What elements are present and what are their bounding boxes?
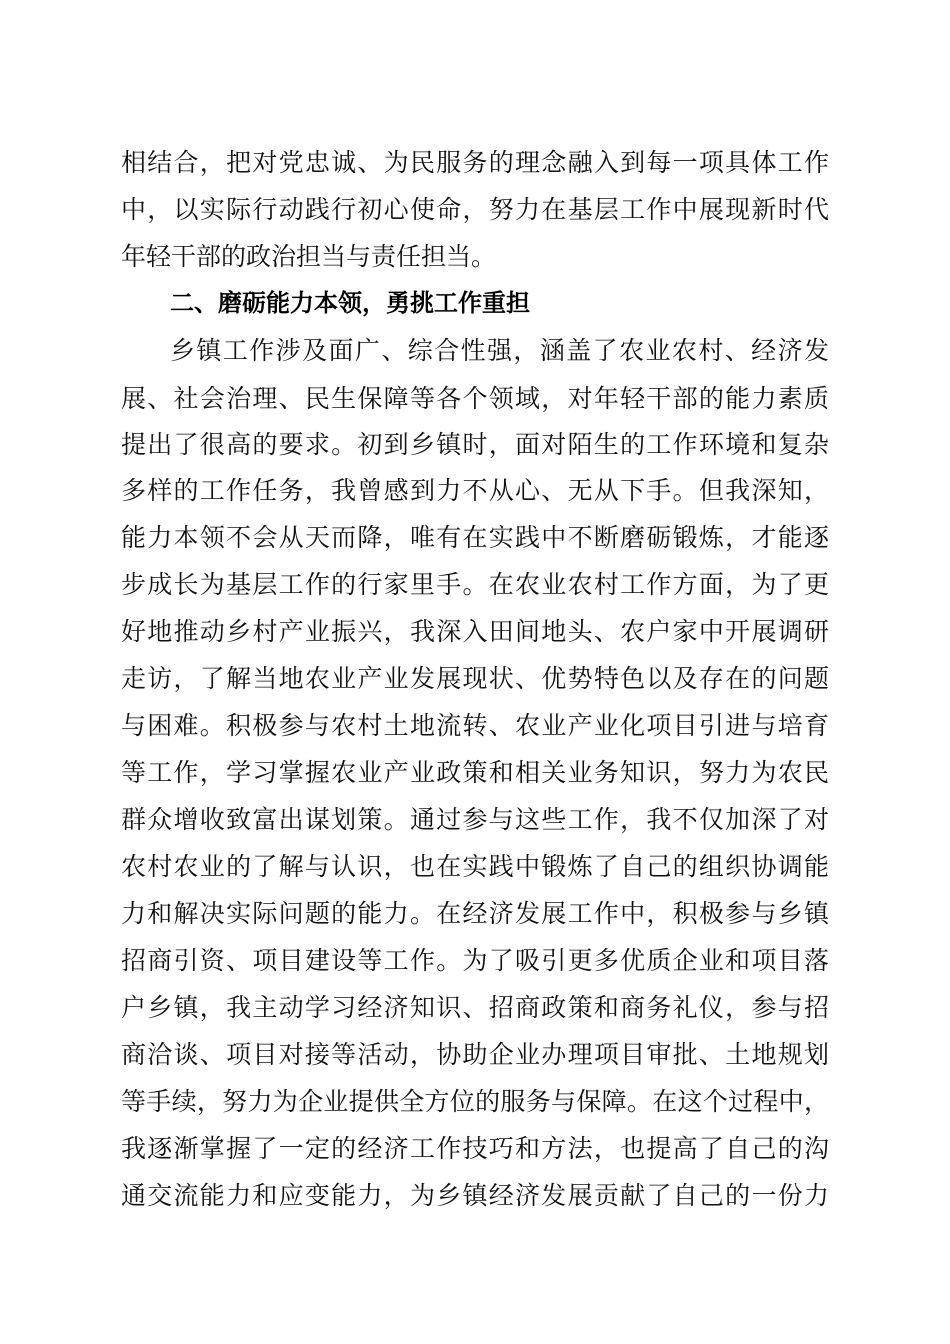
body-text-line: 步成长为基层工作的行家里手。在农业农村工作方面，为了更 — [121, 570, 829, 599]
body-text-line: 等手续，努力为企业提供全方位的服务与保障。在这个过程中， — [121, 1087, 829, 1116]
body-text-line: 招商引资、项目建设等工作。为了吸引更多优质企业和项目落 — [121, 946, 829, 975]
body-text-line: 等工作，学习掌握农业产业政策和相关业务知识，努力为农民 — [121, 758, 829, 787]
body-text-line: 中，以实际行动践行初心使命，努力在基层工作中展现新时代 — [121, 195, 829, 224]
body-text-line: 多样的工作任务，我曾感到力不从心、无从下手。但我深知， — [121, 476, 829, 505]
section-heading: 二、磨砺能力本领，勇挑工作重担 — [170, 289, 530, 317]
body-text-line: 户乡镇，我主动学习经济知识、招商政策和商务礼仪，参与招 — [121, 993, 829, 1022]
body-text-line: 农村农业的了解与认识，也在实践中锻炼了自己的组织协调能 — [121, 852, 829, 881]
body-text-line: 通交流能力和应变能力，为乡镇经济发展贡献了自己的一份力 — [121, 1181, 829, 1210]
body-text-line: 商洽谈、项目对接等活动，协助企业办理项目审批、土地规划 — [121, 1040, 829, 1069]
body-text-line: 走访，了解当地农业产业发展现状、优势特色以及存在的问题 — [121, 664, 829, 693]
body-text-line: 能力本领不会从天而降，唯有在实践中不断磨砺锻炼，才能逐 — [121, 523, 829, 552]
body-text-line: 展、社会治理、民生保障等各个领域，对年轻干部的能力素质 — [121, 384, 829, 413]
body-text-line: 相结合，把对党忠诚、为民服务的理念融入到每一项具体工作 — [121, 148, 829, 177]
body-text-line: 乡镇工作涉及面广、综合性强，涵盖了农业农村、经济发 — [170, 336, 829, 365]
body-text-line: 力和解决实际问题的能力。在经济发展工作中，积极参与乡镇 — [121, 899, 829, 928]
body-text-line: 我逐渐掌握了一定的经济工作技巧和方法，也提高了自己的沟 — [121, 1134, 829, 1163]
body-text-line: 好地推动乡村产业振兴，我深入田间地头、农户家中开展调研 — [121, 617, 829, 646]
body-text-line: 群众增收致富出谋划策。通过参与这些工作，我不仅加深了对 — [121, 805, 829, 834]
body-text-line: 年轻干部的政治担当与责任担当。 — [121, 242, 497, 271]
body-text-line: 提出了很高的要求。初到乡镇时，面对陌生的工作环境和复杂 — [121, 430, 829, 459]
body-text-line: 与困难。积极参与农村土地流转、农业产业化项目引进与培育 — [121, 711, 829, 740]
